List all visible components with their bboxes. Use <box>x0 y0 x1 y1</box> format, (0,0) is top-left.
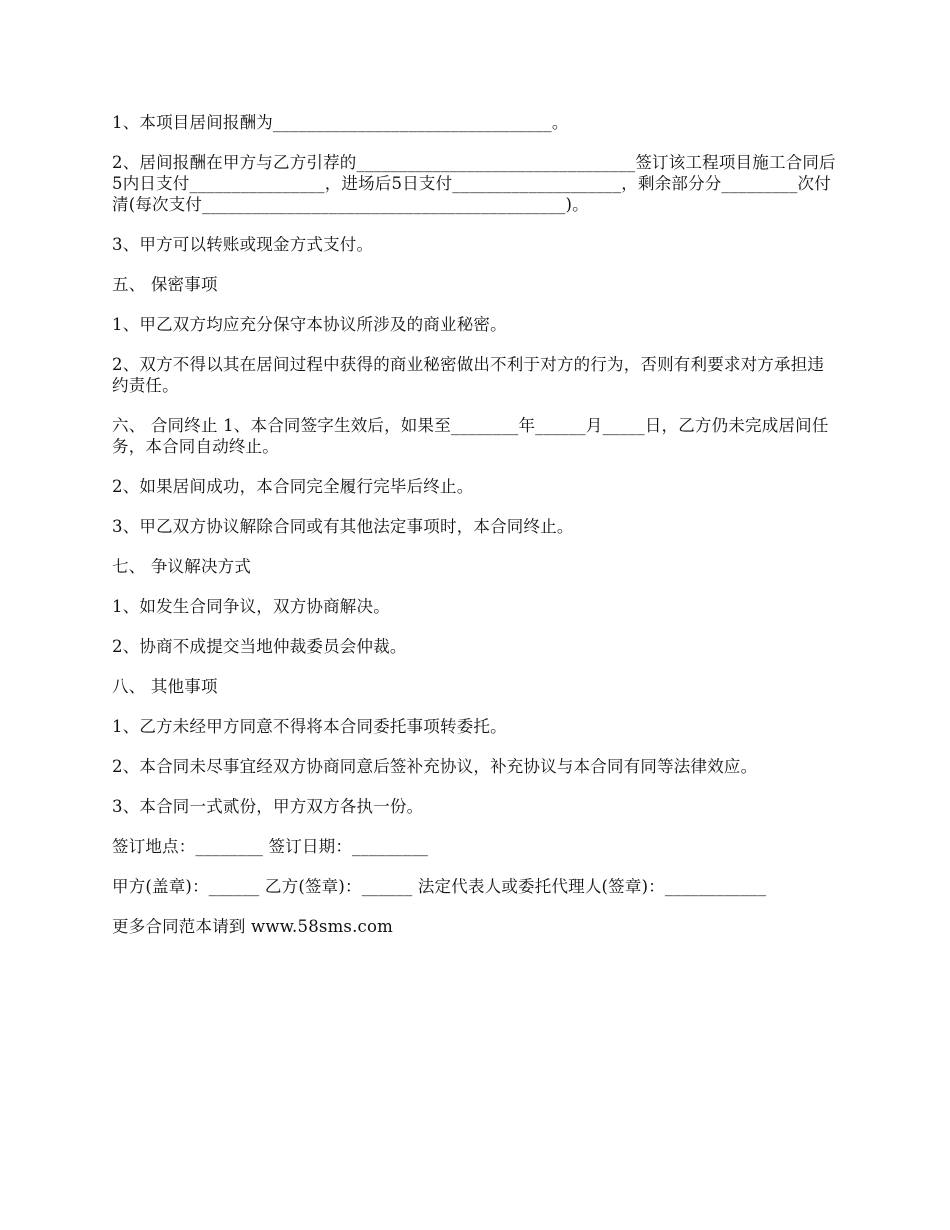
section-6-heading-clause-1: 六、 合同终止 1、本合同签字生效后，如果至________年______月_____日，乙方仍未完成居间任务，本合同自动终止。 <box>112 416 829 456</box>
clause-4-2-payment-schedule: 2、居间报酬在甲方与乙方引荐的_________________________________签订该工程项目施工合同后5内日支付________________，进场后5日支付____________________，剩余部分分_________次付清(每次支付___________________________________________)。 <box>112 153 836 214</box>
section-8-heading: 八、 其他事项 <box>112 677 218 696</box>
footer-more-templates: 更多合同范本请到 www.58sms.com <box>112 917 393 936</box>
clause-7-2-arbitration: 2、协商不成提交当地仲裁委员会仲裁。 <box>112 637 407 656</box>
clause-5-1-confidentiality: 1、甲乙双方均应充分保守本协议所涉及的商业秘密。 <box>112 315 507 334</box>
clause-6-2-termination: 2、如果居间成功，本合同完全履行完毕后终止。 <box>112 477 474 496</box>
section-5-heading: 五、 保密事项 <box>112 275 218 294</box>
clause-7-1-dispute: 1、如发生合同争议，双方协商解决。 <box>112 597 390 616</box>
clause-4-1-fee-amount: 1、本项目居间报酬为_________________________________。 <box>112 113 569 132</box>
document-page <box>112 112 840 956</box>
clause-4-3-payment-method: 3、甲方可以转账或现金方式支付。 <box>112 235 374 254</box>
clause-8-2-supplement: 2、本合同未尽事宜经双方协商同意后签补充协议，补充协议与本合同有同等法律效应。 <box>112 757 758 776</box>
section-7-heading: 七、 争议解决方式 <box>112 557 252 576</box>
clause-6-3-termination: 3、甲乙双方协议解除合同或有其他法定事项时，本合同终止。 <box>112 517 574 536</box>
clause-5-2-confidentiality: 2、双方不得以其在居间过程中获得的商业秘密做出不利于对方的行为，否则有利要求对方承担违约责任。 <box>112 355 825 395</box>
signature-line: 甲方(盖章)：______ 乙方(签章)：______ 法定代表人或委托代理人(签章)：____________ <box>112 877 767 896</box>
clause-8-3-copies: 3、本合同一式贰份，甲方双方各执一份。 <box>112 797 424 816</box>
signing-place-date: 签订地点：________ 签订日期：_________ <box>112 837 429 856</box>
clause-8-1-delegation: 1、乙方未经甲方同意不得将本合同委托事项转委托。 <box>112 717 507 736</box>
